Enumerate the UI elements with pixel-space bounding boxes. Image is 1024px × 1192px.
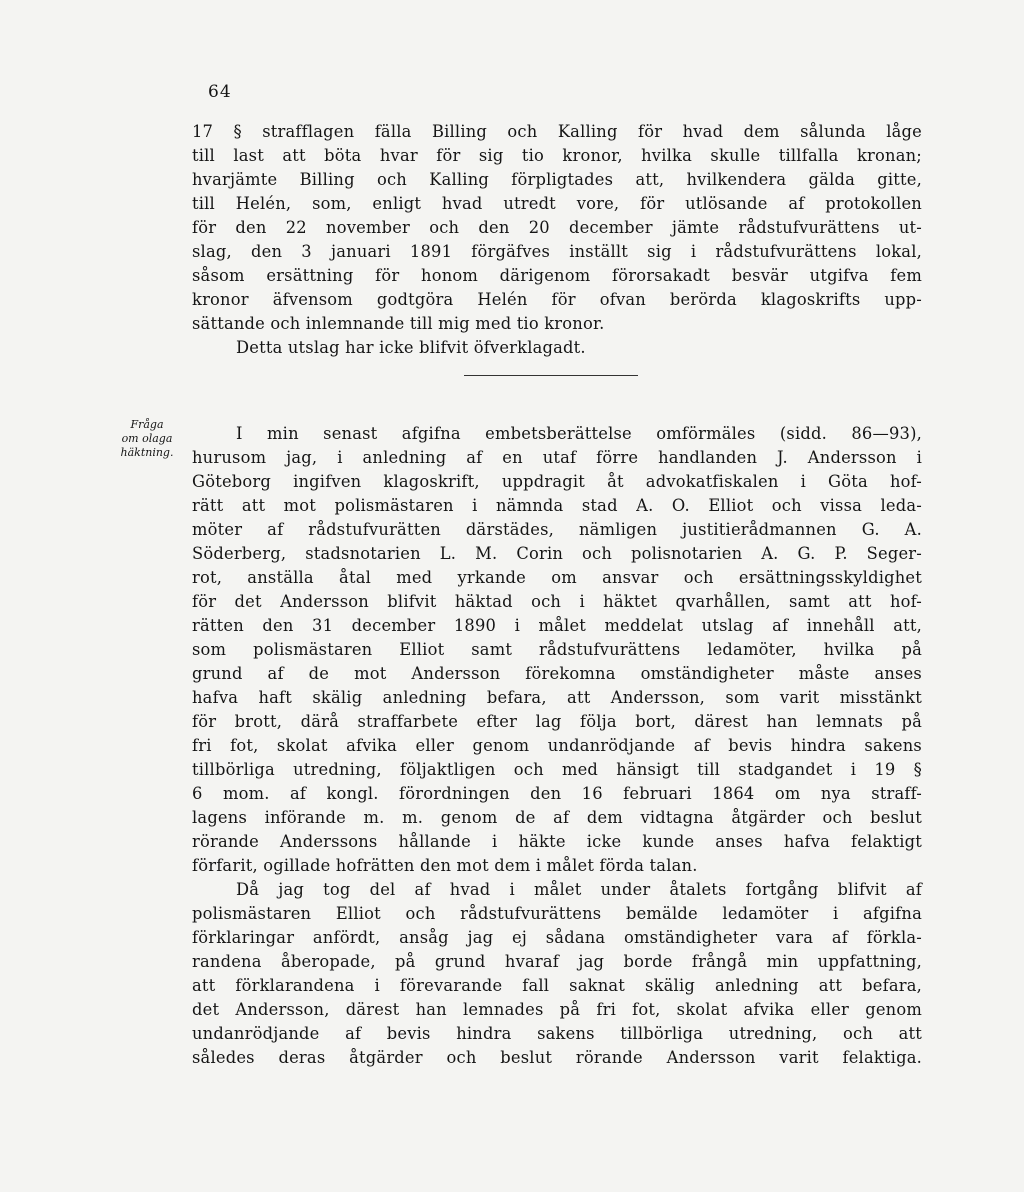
text-line: randena åberopade, på grund hvaraf jag borde frångå min uppfattning, [192,952,922,971]
text-line: I min senast afgifna embetsberättelse omförmäles (sidd. 86—93), [236,424,922,443]
text-line: kronor äfvensom godtgöra Helén för ofvan berörda klagoskrifts upp- [192,290,922,309]
margin-note-line: om olaga [121,432,173,445]
text-line: således deras åtgärder och beslut rörande Andersson varit felaktiga. [192,1048,922,1067]
text-line: för den 22 november och den 20 december jämte rådstufvurättens ut- [192,218,922,237]
text-line: rot, anställa åtal med yrkande om ansvar och ersättningsskyldighet [192,568,922,587]
text-line: lagens införande m. m. genom de af dem vidtagna åtgärder och beslut [192,808,922,827]
margin-note-line: Fråga [130,418,164,431]
text-line: som polismästaren Elliot samt rådstufvurättens ledamöter, hvilka på [192,640,922,659]
text-line: det Andersson, därest han lemnades på fri fot, skolat afvika eller genom [192,1000,922,1019]
text-line: till last att böta hvar för sig tio kronor, hvilka skulle tillfalla kronan; [192,146,922,165]
text-line: förfarit, ogillade hofrätten den mot dem i målet förda talan. [192,856,698,875]
text-line: sättande och inlemnande till mig med tio kronor. [192,314,605,333]
text-line: rätt att mot polismästaren i nämnda stad A. O. Elliot och vissa leda- [192,496,922,515]
text-line: rätten den 31 december 1890 i målet meddelat utslag af innehåll att, [192,616,922,635]
text-line: möter af rådstufvurätten därstädes, nämligen justitierådmannen G. A. [192,520,922,539]
closing-line: Detta utslag har icke blifvit öfverklagadt. [236,338,586,357]
text-line: hurusom jag, i anledning af en utaf förre handlanden J. Andersson i [192,448,922,467]
text-line: 17 § strafflagen fälla Billing och Kalling för hvad dem sålunda låge [192,122,922,141]
text-line: grund af de mot Andersson förekomna omständigheter måste anses [192,664,922,683]
text-line: undanrödjande af bevis hindra sakens tillbörliga utredning, och att [192,1024,922,1043]
text-line: polismästaren Elliot och rådstufvurättens bemälde ledamöter i afgifna [192,904,922,923]
text-line: för det Andersson blifvit häktad och i häktet qvarhållen, samt att hof- [192,592,922,611]
text-line: förklaringar anfördt, ansåg jag ej sådana omständigheter vara af förkla- [192,928,922,947]
text-line: Då jag tog del af hvad i målet under åtalets fortgång blifvit af [236,880,922,899]
section-divider [464,375,638,376]
text-line: till Helén, som, enligt hvad utredt vore, för utlösande af protokollen [192,194,922,213]
text-line: för brott, därå straffarbete efter lag följa bort, därest han lemnats på [192,712,922,731]
text-line: Göteborg ingifven klagoskrift, uppdragit åt advokatfiskalen i Göta hof- [192,472,922,491]
text-line: såsom ersättning för honom därigenom förorsakadt besvär utgifva fem [192,266,922,285]
text-line: att förklarandena i förevarande fall saknat skälig anledning att befara, [192,976,922,995]
text-line: slag, den 3 januari 1891 förgäfves inställt sig i rådstufvurättens lokal, [192,242,922,261]
text-line: fri fot, skolat afvika eller genom undanrödjande af bevis hindra sakens [192,736,922,755]
text-line: hvarjämte Billing och Kalling förpligtades att, hvilkendera gälda gitte, [192,170,922,189]
margin-note-line: häktning. [120,446,174,459]
text-line: tillbörliga utredning, följaktligen och med hänsigt till stadgandet i 19 § [192,760,922,779]
text-line: rörande Anderssons hållande i häkte icke kunde anses hafva felaktigt [192,832,922,851]
page-number: 64 [208,82,232,102]
text-line: hafva haft skälig anledning befara, att Andersson, som varit misstänkt [192,688,922,707]
text-line: 6 mom. af kongl. förordningen den 16 februari 1864 om nya straff- [192,784,922,803]
text-line: Söderberg, stadsnotarien L. M. Corin och polisnotarien A. G. P. Seger- [192,544,922,563]
